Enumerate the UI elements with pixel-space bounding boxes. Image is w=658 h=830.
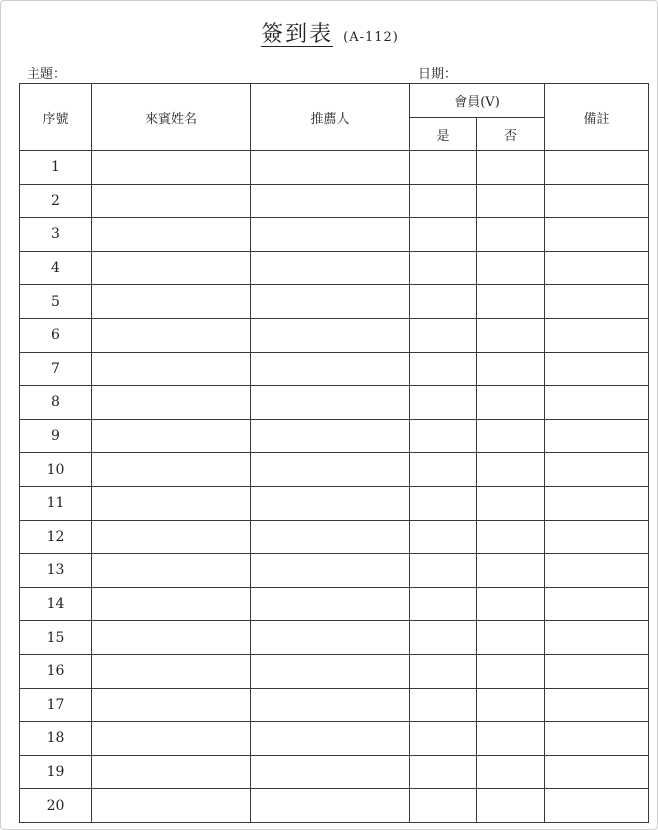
member-yes-cell[interactable] — [410, 151, 477, 185]
guest-name-cell[interactable] — [92, 654, 251, 688]
referrer-cell[interactable] — [251, 285, 410, 319]
referrer-cell[interactable] — [251, 554, 410, 588]
guest-name-cell[interactable] — [92, 722, 251, 756]
table-row — [20, 285, 649, 319]
remarks-cell[interactable] — [545, 789, 649, 823]
remarks-cell[interactable] — [545, 453, 649, 487]
remarks-cell[interactable] — [545, 318, 649, 352]
remarks-cell[interactable] — [545, 654, 649, 688]
member-no-cell[interactable] — [477, 520, 545, 554]
member-yes-cell[interactable] — [410, 386, 477, 420]
date-label: 日期： — [418, 67, 458, 82]
referrer-cell[interactable] — [251, 755, 410, 789]
member-yes-cell[interactable] — [410, 453, 477, 487]
member-no-cell[interactable] — [477, 486, 545, 520]
row-number: 6 — [20, 318, 92, 352]
member-no-cell[interactable] — [477, 621, 545, 655]
referrer-cell[interactable] — [251, 151, 410, 185]
remarks-cell[interactable] — [545, 486, 649, 520]
table-row — [20, 621, 649, 655]
row-number: 8 — [20, 386, 92, 420]
member-no-cell[interactable] — [477, 453, 545, 487]
referrer-cell[interactable] — [251, 486, 410, 520]
header-remarks: 備註 — [545, 84, 649, 151]
header-seq: 序號 — [20, 84, 92, 151]
referrer-cell[interactable] — [251, 453, 410, 487]
remarks-cell[interactable] — [545, 251, 649, 285]
table-row — [20, 352, 649, 386]
member-no-cell[interactable] — [477, 755, 545, 789]
member-yes-cell[interactable] — [410, 554, 477, 588]
guest-name-cell[interactable] — [92, 285, 251, 319]
table-row — [20, 453, 649, 487]
referrer-cell[interactable] — [251, 520, 410, 554]
sign-in-table — [19, 83, 649, 823]
row-number: 13 — [20, 554, 92, 588]
member-no-cell[interactable] — [477, 184, 545, 218]
referrer-cell[interactable] — [251, 386, 410, 420]
table-row — [20, 419, 649, 453]
member-no-cell[interactable] — [477, 654, 545, 688]
page-title: 簽到表 — [261, 22, 334, 47]
member-yes-cell[interactable] — [410, 587, 477, 621]
guest-name-cell[interactable] — [92, 486, 251, 520]
remarks-cell[interactable] — [545, 419, 649, 453]
referrer-cell[interactable] — [251, 352, 410, 386]
table-row — [20, 789, 649, 823]
header-member: 會員(V) — [410, 84, 545, 118]
row-number: 3 — [20, 218, 92, 252]
member-yes-cell[interactable] — [410, 318, 477, 352]
table-row — [20, 386, 649, 420]
header-row — [20, 84, 649, 118]
referrer-cell[interactable] — [251, 688, 410, 722]
row-number: 14 — [20, 587, 92, 621]
table-body — [20, 151, 649, 823]
guest-name-cell[interactable] — [92, 352, 251, 386]
referrer-cell[interactable] — [251, 419, 410, 453]
member-no-cell[interactable] — [477, 251, 545, 285]
remarks-cell[interactable] — [545, 554, 649, 588]
referrer-cell[interactable] — [251, 184, 410, 218]
header-referrer: 推薦人 — [251, 84, 410, 151]
guest-name-cell[interactable] — [92, 755, 251, 789]
member-yes-cell[interactable] — [410, 419, 477, 453]
remarks-cell[interactable] — [545, 587, 649, 621]
table-row — [20, 486, 649, 520]
referrer-cell[interactable] — [251, 218, 410, 252]
guest-name-cell[interactable] — [92, 453, 251, 487]
member-no-cell[interactable] — [477, 151, 545, 185]
member-no-cell[interactable] — [477, 419, 545, 453]
referrer-cell[interactable] — [251, 789, 410, 823]
referrer-cell[interactable] — [251, 587, 410, 621]
header-member-no: 否 — [477, 118, 545, 151]
guest-name-cell[interactable] — [92, 218, 251, 252]
row-number: 4 — [20, 251, 92, 285]
member-no-cell[interactable] — [477, 587, 545, 621]
guest-name-cell[interactable] — [92, 251, 251, 285]
member-yes-cell[interactable] — [410, 184, 477, 218]
member-yes-cell[interactable] — [410, 486, 477, 520]
guest-name-cell[interactable] — [92, 621, 251, 655]
guest-name-cell[interactable] — [92, 386, 251, 420]
row-number: 12 — [20, 520, 92, 554]
remarks-cell[interactable] — [545, 722, 649, 756]
member-yes-cell[interactable] — [410, 251, 477, 285]
table-row — [20, 151, 649, 185]
table-row — [20, 654, 649, 688]
member-yes-cell[interactable] — [410, 755, 477, 789]
referrer-cell[interactable] — [251, 251, 410, 285]
member-no-cell[interactable] — [477, 688, 545, 722]
row-number: 20 — [20, 789, 92, 823]
guest-name-cell[interactable] — [92, 419, 251, 453]
member-no-cell[interactable] — [477, 554, 545, 588]
remarks-cell[interactable] — [545, 688, 649, 722]
row-number: 19 — [20, 755, 92, 789]
guest-name-cell[interactable] — [92, 587, 251, 621]
row-number: 15 — [20, 621, 92, 655]
referrer-cell[interactable] — [251, 722, 410, 756]
form-code: (A-112) — [343, 30, 399, 45]
guest-name-cell[interactable] — [92, 318, 251, 352]
member-yes-cell[interactable] — [410, 520, 477, 554]
member-yes-cell[interactable] — [410, 654, 477, 688]
table-row — [20, 251, 649, 285]
member-no-cell[interactable] — [477, 789, 545, 823]
remarks-cell[interactable] — [545, 621, 649, 655]
member-no-cell[interactable] — [477, 285, 545, 319]
row-number: 9 — [20, 419, 92, 453]
row-number: 10 — [20, 453, 92, 487]
referrer-cell[interactable] — [251, 318, 410, 352]
member-no-cell[interactable] — [477, 386, 545, 420]
remarks-cell[interactable] — [545, 285, 649, 319]
member-no-cell[interactable] — [477, 352, 545, 386]
member-no-cell[interactable] — [477, 722, 545, 756]
table-row — [20, 318, 649, 352]
row-number: 18 — [20, 722, 92, 756]
member-no-cell[interactable] — [477, 218, 545, 252]
row-number: 1 — [20, 151, 92, 185]
header-member-yes: 是 — [410, 118, 477, 151]
remarks-cell[interactable] — [545, 352, 649, 386]
guest-name-cell[interactable] — [92, 520, 251, 554]
referrer-cell[interactable] — [251, 621, 410, 655]
member-yes-cell[interactable] — [410, 688, 477, 722]
member-no-cell[interactable] — [477, 318, 545, 352]
remarks-cell[interactable] — [545, 755, 649, 789]
guest-name-cell[interactable] — [92, 151, 251, 185]
table-row — [20, 755, 649, 789]
guest-name-cell[interactable] — [92, 789, 251, 823]
remarks-cell[interactable] — [545, 218, 649, 252]
remarks-cell[interactable] — [545, 520, 649, 554]
member-yes-cell[interactable] — [410, 722, 477, 756]
row-number: 11 — [20, 486, 92, 520]
title-row — [1, 17, 658, 48]
row-number: 2 — [20, 184, 92, 218]
member-yes-cell[interactable] — [410, 789, 477, 823]
table-row — [20, 184, 649, 218]
guest-name-cell[interactable] — [92, 688, 251, 722]
table-row — [20, 554, 649, 588]
row-number: 16 — [20, 654, 92, 688]
member-yes-cell[interactable] — [410, 621, 477, 655]
row-number: 17 — [20, 688, 92, 722]
table-row — [20, 218, 649, 252]
remarks-cell[interactable] — [545, 386, 649, 420]
table-row — [20, 587, 649, 621]
remarks-cell[interactable] — [545, 151, 649, 185]
guest-name-cell[interactable] — [92, 184, 251, 218]
member-yes-cell[interactable] — [410, 218, 477, 252]
table-row — [20, 520, 649, 554]
member-yes-cell[interactable] — [410, 285, 477, 319]
header-guest-name: 來賓姓名 — [92, 84, 251, 151]
guest-name-cell[interactable] — [92, 554, 251, 588]
table-row — [20, 722, 649, 756]
member-yes-cell[interactable] — [410, 352, 477, 386]
referrer-cell[interactable] — [251, 654, 410, 688]
row-number: 5 — [20, 285, 92, 319]
table-row — [20, 688, 649, 722]
topic-label: 主題： — [27, 67, 67, 82]
row-number: 7 — [20, 352, 92, 386]
remarks-cell[interactable] — [545, 184, 649, 218]
